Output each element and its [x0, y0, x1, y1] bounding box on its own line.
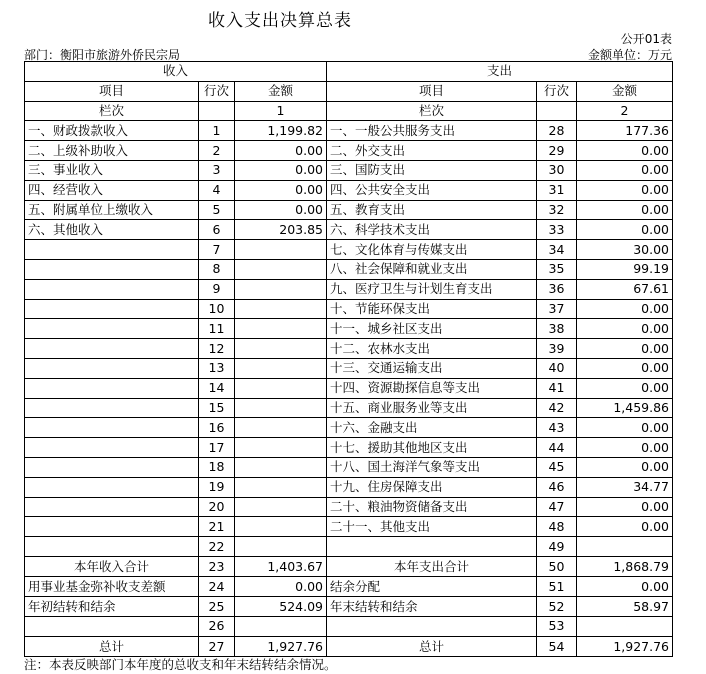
expense-row-no-cell: 28 — [537, 121, 577, 141]
income-row-no-cell: 2 — [199, 141, 235, 161]
income-row-no-cell: 6 — [199, 220, 235, 240]
income-amount-cell: 0.00 — [235, 180, 327, 200]
income-item-cell: 二、上级补助收入 — [25, 141, 199, 161]
income-amount-cell — [235, 517, 327, 537]
table-row — [25, 497, 673, 517]
expense-item-cell: 一、一般公共服务支出 — [327, 121, 537, 141]
table-row — [25, 537, 673, 557]
expense-row-no-cell: 30 — [537, 160, 577, 180]
table-row — [25, 339, 673, 359]
income-item-cell — [25, 438, 199, 458]
table-row — [25, 477, 673, 497]
expense-row-no-cell: 52 — [537, 597, 577, 617]
table-row — [25, 457, 673, 477]
income-section-header: 收入 — [25, 62, 327, 82]
expense-amount-cell: 0.00 — [577, 160, 673, 180]
table-row — [25, 121, 673, 141]
table-row — [25, 141, 673, 161]
income-row-no-cell: 9 — [199, 279, 235, 299]
income-amount-cell: 1,403.67 — [235, 556, 327, 577]
income-amount-cell — [235, 378, 327, 398]
expense-row-no-cell: 45 — [537, 457, 577, 477]
expense-row-no-cell: 34 — [537, 240, 577, 260]
column-number-row — [25, 101, 673, 121]
income-amount-cell — [235, 299, 327, 319]
income-amount-cell — [235, 339, 327, 359]
expense-row-no-cell: 29 — [537, 141, 577, 161]
expense-amount-cell: 0.00 — [577, 358, 673, 378]
income-item-cell — [25, 617, 199, 637]
table-row — [25, 200, 673, 220]
expense-amount-cell: 58.97 — [577, 597, 673, 617]
income-item-cell — [25, 477, 199, 497]
expense-row-no-cell: 36 — [537, 279, 577, 299]
table-row — [25, 398, 673, 418]
income-amount-cell — [235, 438, 327, 458]
expense-row-no-cell: 31 — [537, 180, 577, 200]
income-row-no-cell: 7 — [199, 240, 235, 260]
income-row-no-cell: 11 — [199, 319, 235, 339]
expense-amount-cell: 1,927.76 — [577, 636, 673, 657]
income-amount-cell — [235, 358, 327, 378]
expense-amount-cell: 1,459.86 — [577, 398, 673, 418]
table-row — [25, 617, 673, 637]
expense-item-cell: 十四、资源勘探信息等支出 — [327, 378, 537, 398]
table-row — [25, 180, 673, 200]
table-row — [25, 418, 673, 438]
income-row-no-cell: 10 — [199, 299, 235, 319]
expense-item-cell: 九、医疗卫生与计划生育支出 — [327, 279, 537, 299]
income-row-no-cell: 14 — [199, 378, 235, 398]
income-amount-cell — [235, 418, 327, 438]
income-row-no-cell: 20 — [199, 497, 235, 517]
expense-row-no-cell: 42 — [537, 398, 577, 418]
income-amount-header: 金额 — [235, 81, 327, 101]
table-row — [25, 299, 673, 319]
expense-item-cell: 二、外交支出 — [327, 141, 537, 161]
income-item-cell — [25, 457, 199, 477]
expense-item-cell: 十、节能环保支出 — [327, 299, 537, 319]
expense-amount-cell: 0.00 — [577, 418, 673, 438]
income-amount-cell — [235, 259, 327, 279]
income-item-cell — [25, 240, 199, 260]
income-item-cell: 一、财政拨款收入 — [25, 121, 199, 141]
table-row — [25, 378, 673, 398]
income-item-cell — [25, 358, 199, 378]
expense-item-cell: 十六、金融支出 — [327, 418, 537, 438]
income-row-no-cell: 3 — [199, 160, 235, 180]
expense-row-no-cell: 39 — [537, 339, 577, 359]
income-row-no-cell: 25 — [199, 597, 235, 617]
income-row-no-cell: 13 — [199, 358, 235, 378]
expense-item-cell — [327, 617, 537, 637]
expense-column-label: 栏次 — [327, 101, 537, 121]
income-item-cell: 五、附属单位上缴收入 — [25, 200, 199, 220]
expense-amount-cell: 0.00 — [577, 457, 673, 477]
income-amount-cell: 0.00 — [235, 577, 327, 597]
expense-row-no-cell: 32 — [537, 200, 577, 220]
expense-row-no-cell: 33 — [537, 220, 577, 240]
income-row-no-cell: 8 — [199, 259, 235, 279]
income-row-no-cell: 1 — [199, 121, 235, 141]
form-number: 公开01表 — [620, 32, 672, 46]
table-row — [25, 160, 673, 180]
income-item-cell — [25, 378, 199, 398]
expense-row-no-cell: 50 — [537, 556, 577, 577]
income-amount-cell — [235, 537, 327, 557]
expense-item-cell: 结余分配 — [327, 577, 537, 597]
table-row — [25, 517, 673, 537]
table-row — [25, 577, 673, 597]
income-amount-cell: 1,199.82 — [235, 121, 327, 141]
expense-item-header: 项目 — [327, 81, 537, 101]
expense-item-cell: 七、文化体育与传媒支出 — [327, 240, 537, 260]
expense-row-no-cell: 38 — [537, 319, 577, 339]
expense-amount-cell: 0.00 — [577, 497, 673, 517]
department-label: 部门：衡阳市旅游外侨民宗局 — [24, 48, 181, 62]
income-amount-cell — [235, 398, 327, 418]
expense-amount-cell: 0.00 — [577, 180, 673, 200]
expense-amount-cell: 99.19 — [577, 259, 673, 279]
table-row — [25, 597, 673, 617]
income-row-no-cell: 26 — [199, 617, 235, 637]
income-amount-cell — [235, 240, 327, 260]
empty-cell — [537, 101, 577, 121]
expense-amount-cell: 67.61 — [577, 279, 673, 299]
expense-item-cell: 五、教育支出 — [327, 200, 537, 220]
income-amount-cell — [235, 477, 327, 497]
expense-item-cell: 二十、粮油物资储备支出 — [327, 497, 537, 517]
report-title: 收入支出决算总表 — [208, 11, 352, 31]
income-amount-cell — [235, 617, 327, 637]
income-row-no-cell: 22 — [199, 537, 235, 557]
expense-item-cell: 总计 — [327, 636, 537, 657]
expense-item-cell: 二十一、其他支出 — [327, 517, 537, 537]
table-row — [25, 240, 673, 260]
expense-row-no-cell: 54 — [537, 636, 577, 657]
income-amount-cell: 1,927.76 — [235, 636, 327, 657]
income-item-cell — [25, 319, 199, 339]
expense-amount-cell: 0.00 — [577, 220, 673, 240]
footnote: 注：本表反映部门本年度的总收支和年末结转结余情况。 — [24, 657, 337, 672]
expense-amount-cell: 177.36 — [577, 121, 673, 141]
income-amount-cell: 524.09 — [235, 597, 327, 617]
expense-row-no-cell: 40 — [537, 358, 577, 378]
income-row-no-cell: 16 — [199, 418, 235, 438]
empty-cell — [199, 101, 235, 121]
expense-item-cell: 十八、国土海洋气象等支出 — [327, 457, 537, 477]
income-item-cell — [25, 279, 199, 299]
income-item-cell — [25, 339, 199, 359]
table-row — [25, 636, 673, 657]
income-row-no-cell: 12 — [199, 339, 235, 359]
income-amount-cell: 203.85 — [235, 220, 327, 240]
income-amount-cell — [235, 279, 327, 299]
income-column-label: 栏次 — [25, 101, 199, 121]
expense-item-cell: 三、国防支出 — [327, 160, 537, 180]
income-amount-cell — [235, 319, 327, 339]
income-item-cell: 总计 — [25, 636, 199, 657]
section-header-row — [25, 62, 673, 82]
income-row-no-cell: 18 — [199, 457, 235, 477]
expense-row-no-cell: 41 — [537, 378, 577, 398]
income-row-no-cell: 23 — [199, 556, 235, 577]
expense-row-no-cell: 46 — [537, 477, 577, 497]
table-row — [25, 220, 673, 240]
income-amount-cell: 0.00 — [235, 200, 327, 220]
expense-amount-cell: 0.00 — [577, 200, 673, 220]
income-item-cell — [25, 259, 199, 279]
income-item-header: 项目 — [25, 81, 199, 101]
expense-amount-header: 金额 — [577, 81, 673, 101]
expense-item-cell: 四、公共安全支出 — [327, 180, 537, 200]
expense-amount-cell: 0.00 — [577, 299, 673, 319]
income-amount-cell: 0.00 — [235, 160, 327, 180]
income-item-cell: 三、事业收入 — [25, 160, 199, 180]
expense-row-no-cell: 35 — [537, 259, 577, 279]
income-row-no-cell: 19 — [199, 477, 235, 497]
expense-amount-cell: 0.00 — [577, 517, 673, 537]
income-item-cell — [25, 398, 199, 418]
income-row-no-cell: 5 — [199, 200, 235, 220]
expense-row-no-cell: 43 — [537, 418, 577, 438]
expense-item-cell: 十七、援助其他地区支出 — [327, 438, 537, 458]
expense-item-cell: 十九、住房保障支出 — [327, 477, 537, 497]
income-item-cell: 本年收入合计 — [25, 556, 199, 577]
table-row — [25, 279, 673, 299]
amount-unit-label: 金额单位：万元 — [587, 48, 672, 62]
income-item-cell — [25, 537, 199, 557]
expense-row-no-cell: 47 — [537, 497, 577, 517]
expense-amount-cell: 0.00 — [577, 339, 673, 359]
expense-item-cell: 八、社会保障和就业支出 — [327, 259, 537, 279]
expense-amount-cell: 0.00 — [577, 319, 673, 339]
expense-item-cell: 年末结转和结余 — [327, 597, 537, 617]
expense-section-header: 支出 — [327, 62, 673, 82]
expense-amount-cell: 0.00 — [577, 577, 673, 597]
income-column-number: 1 — [235, 101, 327, 121]
expense-item-cell: 十二、农林水支出 — [327, 339, 537, 359]
expense-item-cell: 十三、交通运输支出 — [327, 358, 537, 378]
expense-row-no-cell: 49 — [537, 537, 577, 557]
expense-row-no-cell: 37 — [537, 299, 577, 319]
table-row — [25, 556, 673, 577]
income-amount-cell — [235, 497, 327, 517]
expense-item-cell: 六、科学技术支出 — [327, 220, 537, 240]
expense-row-no-cell: 51 — [537, 577, 577, 597]
income-row-no-cell: 17 — [199, 438, 235, 458]
income-expense-table — [24, 61, 673, 657]
income-row-no-cell: 15 — [199, 398, 235, 418]
expense-amount-cell: 0.00 — [577, 438, 673, 458]
expense-amount-cell: 34.77 — [577, 477, 673, 497]
expense-column-number: 2 — [577, 101, 673, 121]
expense-amount-cell: 0.00 — [577, 378, 673, 398]
column-header-row — [25, 81, 673, 101]
expense-row-no-cell: 44 — [537, 438, 577, 458]
expense-amount-cell: 0.00 — [577, 141, 673, 161]
income-item-cell: 四、经营收入 — [25, 180, 199, 200]
expense-item-cell — [327, 537, 537, 557]
expense-item-cell: 十一、城乡社区支出 — [327, 319, 537, 339]
income-item-cell — [25, 418, 199, 438]
expense-item-cell: 十五、商业服务业等支出 — [327, 398, 537, 418]
income-item-cell: 用事业基金弥补收支差额 — [25, 577, 199, 597]
income-row-no-cell: 27 — [199, 636, 235, 657]
income-row-no-cell: 24 — [199, 577, 235, 597]
income-amount-cell — [235, 457, 327, 477]
expense-amount-cell — [577, 617, 673, 637]
expense-item-cell: 本年支出合计 — [327, 556, 537, 577]
expense-row-no-cell: 48 — [537, 517, 577, 537]
income-row-no-header: 行次 — [199, 81, 235, 101]
income-item-cell: 六、其他收入 — [25, 220, 199, 240]
expense-amount-cell: 1,868.79 — [577, 556, 673, 577]
expense-row-no-cell: 53 — [537, 617, 577, 637]
income-row-no-cell: 21 — [199, 517, 235, 537]
table-row — [25, 358, 673, 378]
income-item-cell — [25, 517, 199, 537]
expense-amount-cell: 30.00 — [577, 240, 673, 260]
table-row — [25, 259, 673, 279]
table-row — [25, 438, 673, 458]
income-row-no-cell: 4 — [199, 180, 235, 200]
income-item-cell — [25, 299, 199, 319]
income-amount-cell: 0.00 — [235, 141, 327, 161]
table-row — [25, 319, 673, 339]
income-item-cell: 年初结转和结余 — [25, 597, 199, 617]
expense-amount-cell — [577, 537, 673, 557]
income-item-cell — [25, 497, 199, 517]
expense-row-no-header: 行次 — [537, 81, 577, 101]
